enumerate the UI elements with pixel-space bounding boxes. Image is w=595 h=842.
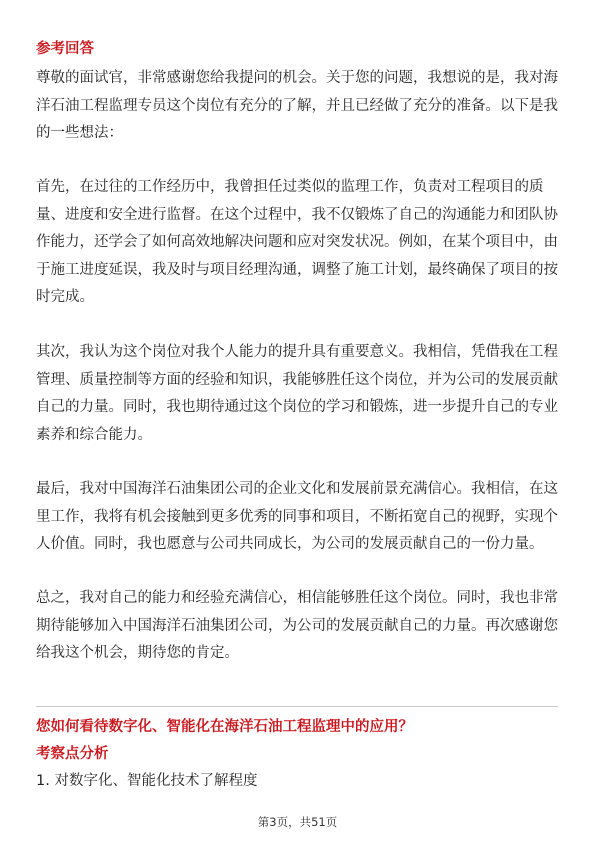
analysis-heading: 考察点分析 (36, 746, 109, 762)
text-line: 洋石油工程监理专员这个岗位有充分的了解，并且已经做了充分的准备。以下是我 (36, 97, 558, 114)
section-divider (36, 706, 558, 707)
text-line: 期待能够加入中国海洋石油集团公司，为公司的发展贡献自己的力量。再次感谢您 (36, 617, 558, 634)
list-item: 1. 对数字化、智能化技术了解程度 (36, 773, 258, 789)
question-heading: 您如何看待数字化、智能化在海洋石油工程监理中的应用？ (36, 719, 413, 735)
text-line: 作能力，还学会了如何高效地解决问题和应对突发状况。例如，在某个项目中，由 (36, 234, 558, 250)
text-line: 管理、质量控制等方面的经验和知识，我能够胜任这个岗位，并为公司的发展贡献 (36, 371, 558, 388)
text-line: 其次，我认为这个岗位对我个人能力的提升具有重要意义。我相信，凭借我在工程 (36, 344, 558, 360)
text-line: 给我这个机会，期待您的肯定。 (36, 645, 239, 661)
text-line: 量、进度和安全进行监督。在这个过程中，我不仅锻炼了自己的沟通能力和团队协 (36, 206, 558, 223)
text-line: 总之，我对自己的能力和经验充满信心，相信能够胜任这个岗位。同时，我也非常 (36, 590, 558, 606)
text-line: 的一些想法： (36, 125, 123, 141)
text-line: 尊敬的面试官，非常感谢您给我提问的机会。关于您的问题，我想说的是，我对海 (36, 70, 558, 86)
answer-paragraph-1 (36, 65, 560, 148)
text-line: 时完成。 (36, 289, 94, 305)
text-line: 自己的力量。同时，我也期待通过这个岗位的学习和锻炼，进一步提升自己的专业 (36, 399, 558, 415)
answer-paragraph-5 (36, 585, 560, 668)
page-number: 第3页，共51页 (257, 815, 338, 829)
text-line: 首先，在过往的工作经历中，我曾担任过类似的监理工作，负责对工程项目的质 (36, 179, 544, 195)
text-line: 里工作，我将有机会接触到更多优秀的同事和项目，不断拓宽自己的视野，实现个 (36, 508, 558, 525)
text-line: 最后，我对中国海洋石油集团公司的企业文化和发展前景充满信心。我相信，在这 (36, 481, 558, 497)
text-line: 素养和综合能力。 (36, 426, 152, 443)
text-line: 于施工进度延误，我及时与项目经理沟通，调整了施工计划，最终确保了项目的按 (36, 261, 558, 278)
text-line: 人价值。同时，我也愿意与公司共同成长，为公司的发展贡献自己的一份力量。 (36, 536, 544, 552)
answer-paragraph-2 (36, 174, 560, 312)
answer-paragraph-4 (36, 476, 560, 559)
answer-paragraph-3 (36, 339, 560, 449)
reference-answer-heading: 参考回答 (36, 41, 94, 57)
